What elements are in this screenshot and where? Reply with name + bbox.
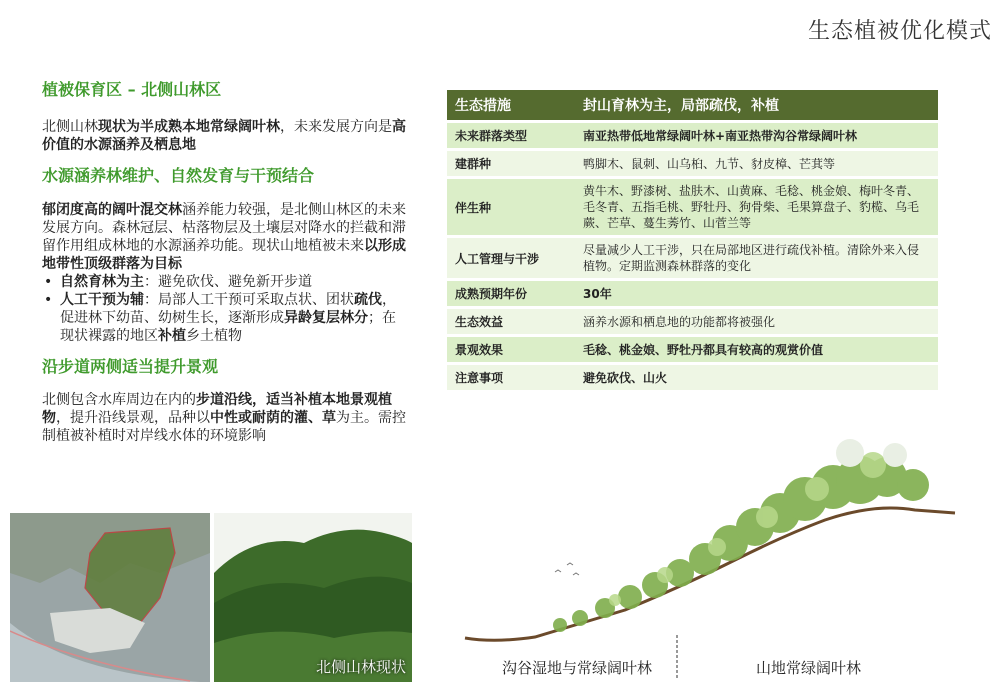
table-row	[447, 309, 938, 334]
row-value: 鸭脚木、鼠刺、山乌桕、九节、豺皮樟、芒萁等	[575, 151, 938, 176]
aerial-map-photo	[10, 513, 210, 682]
list-item: • 人工干预为辅：局部人工干预可采取点状、团状疏伐，促进林下幼苗、幼树生长，逐渐形成异龄复层林分；在现状裸露的地区补植乡土植物	[42, 291, 407, 345]
row-label: 成熟预期年份	[447, 281, 575, 306]
row-label: 建群种	[447, 151, 575, 176]
aerial-map-graphic	[10, 513, 210, 682]
conservation-paragraph: 北侧山林现状为半成熟本地常绿阔叶林，未来发展方向是高价值的水源涵养及栖息地	[42, 119, 406, 153]
trail-paragraph: 北侧包含水库周边在内的步道沿线，适当补植本地景观植物，提升沿线景观，品种以中性或耐荫的灌、草为主。需控制植被补植时对岸线水体的环境影响	[42, 392, 406, 444]
table-row	[447, 179, 938, 235]
forest-photo-caption: 北侧山林现状	[315, 658, 406, 676]
row-value: 黄牛木、野漆树、盐肤木、山黄麻、毛稔、桃金娘、梅叶冬青、毛冬青、五指毛桃、野牡丹、狗骨柴、毛果算盘子、豹榄、乌毛蕨、芒草、蔓生莠竹、山菅兰等	[575, 179, 938, 235]
left-column	[42, 80, 407, 445]
table-row	[447, 151, 938, 176]
row-value: 南亚热带低地常绿阔叶林+南亚热带沟谷常绿阔叶林	[575, 123, 938, 148]
row-label: 景观效果	[447, 337, 575, 362]
forest-photo	[214, 513, 412, 682]
table-row	[447, 281, 938, 306]
table-header-row	[447, 90, 938, 120]
row-value: 尽量减少人工干涉，只在局部地区进行疏伐补植。清除外来入侵植物。定期监测森林群落的变化	[575, 238, 938, 278]
zone-label-valley: 沟谷湿地与常绿阔叶林	[502, 659, 653, 677]
table-header-label: 生态措施	[447, 90, 575, 120]
section-heading-trail: 沿步道两侧适当提升景观	[42, 357, 219, 376]
slope-profile-diagram	[455, 425, 1000, 689]
ecology-measures-table	[447, 87, 938, 393]
table-header-value: 封山育林为主，局部疏伐，补植	[575, 90, 938, 120]
row-label: 未来群落类型	[447, 123, 575, 148]
section-heading-water: 水源涵养林维护、自然发育与干预结合	[42, 166, 315, 185]
measure-list	[42, 273, 407, 345]
row-value: 避免砍伐、山火	[575, 365, 938, 390]
row-value: 涵养水源和栖息地的功能都将被强化	[575, 309, 938, 334]
zone-label-mountain: 山地常绿阔叶林	[756, 659, 862, 677]
row-label: 生态效益	[447, 309, 575, 334]
row-value: 30年	[575, 281, 938, 306]
row-label: 注意事项	[447, 365, 575, 390]
list-item: • 自然育林为主：避免砍伐、避免新开步道	[42, 273, 407, 291]
water-paragraph: 郁闭度高的阔叶混交林涵养能力较强，是北侧山林区的未来发展方向。森林冠层、枯落物层及土壤层对降水的拦截和滞留作用组成林地的水源涵养功能。现状山地植被未来以形成地带性顶级群落为目标	[42, 202, 406, 272]
table-row	[447, 123, 938, 148]
table-row	[447, 365, 938, 390]
table-row	[447, 337, 938, 362]
section-heading-conservation: 植被保育区 – 北侧山林区	[42, 80, 222, 99]
row-label: 伴生种	[447, 179, 575, 235]
row-value: 毛稔、桃金娘、野牡丹都具有较高的观赏价值	[575, 337, 938, 362]
page-title: 生态植被优化模式	[807, 19, 992, 44]
table-row	[447, 238, 938, 278]
row-label: 人工管理与干涉	[447, 238, 575, 278]
